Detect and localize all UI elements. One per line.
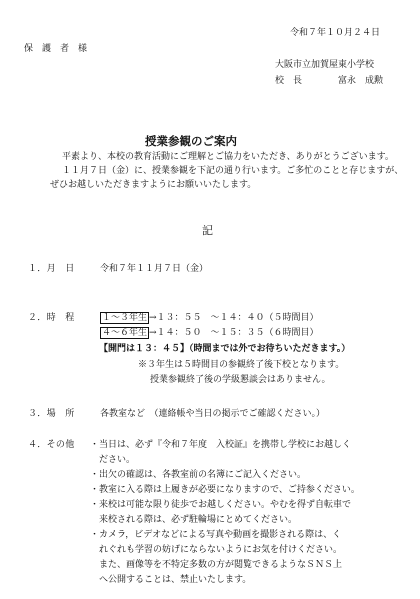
- other-line: ・カメラ，ビデオなどによる写真や動画を撮影される際は、く: [90, 530, 342, 540]
- ki-heading: 記: [202, 224, 213, 237]
- grade-1-3-box: １～３年生: [102, 313, 148, 323]
- note-grade3: ※３年生は５時間目の参観終了後下校となります。: [138, 360, 345, 370]
- note-no-meeting: 授業参観終了後の学級懇談会はありません。: [150, 375, 331, 385]
- greeting-line-2: １１月７日（金）に、授業参観を下記の通り行います。ご多忙のことと存じますが、: [62, 166, 404, 176]
- item1-label: １．月 日: [28, 264, 75, 274]
- school-name: 大阪市立加賀屋東小学校: [275, 60, 375, 70]
- other-line: ・教室に入る際は上履きが必要になりますので、ご持参ください。: [90, 485, 360, 495]
- principal-title: 校 長: [275, 76, 303, 86]
- item1-value: 令和７年１１月７日（金）: [100, 264, 209, 274]
- other-line: ださい。: [90, 455, 136, 465]
- other-line: 来校される際は、必ず駐輪場にとめてください。: [90, 515, 298, 525]
- grade-4-6-box: ４～６年生: [102, 328, 148, 338]
- item3-label: ３．場 所: [28, 409, 75, 419]
- schedule-row-2: [100, 328, 319, 339]
- gate-open-notice: 【開門は１３：４５】（時間までは外でお待ちいただきます。）: [99, 344, 351, 354]
- greeting-line-3: ぜひお越しいただきますようにお願いいたします。: [50, 180, 257, 190]
- other-line: また、画像等を不特定多数の方が閲覧できるようなＳＮＳ上: [90, 560, 343, 570]
- schedule-row-1: [100, 313, 319, 324]
- other-line: ・当日は、必ず『令和７年度 入校証』を携帯し学校にお越しく: [90, 440, 352, 450]
- time-1-3: →１３：５５ ～１４：４０（５時間目）: [149, 313, 319, 323]
- other-line: へ公開することは、禁止いたします。: [90, 575, 252, 585]
- greeting-line-1: 平素より、本校の教育活動にご理解とご協力をいただき、ありがとうございます。: [62, 152, 394, 162]
- item2-label: ２．時 程: [28, 313, 75, 323]
- document-title: 授業参観のご案内: [145, 134, 237, 148]
- other-line: ・出欠の確認は、各教室前の名簿にご記入ください。: [90, 470, 307, 480]
- other-line: ・来校は可能な限り徒歩でお越しください。やむを得ず自転車で: [90, 500, 352, 510]
- other-line: れぐれも学習の妨げにならないようにお気を付けください。: [90, 545, 343, 555]
- recipient: 保 護 者 様: [24, 44, 88, 54]
- time-4-6: →１４：５０ ～１５：３５（６時間目）: [149, 328, 319, 338]
- principal-name: 富永 成勲: [338, 76, 384, 86]
- item3-value: 各教室など （連絡帳や当日の掲示でご確認ください。）: [100, 409, 326, 419]
- item4-label: ４．その他: [28, 440, 75, 450]
- date: 令和７年１０月２４日: [290, 28, 381, 38]
